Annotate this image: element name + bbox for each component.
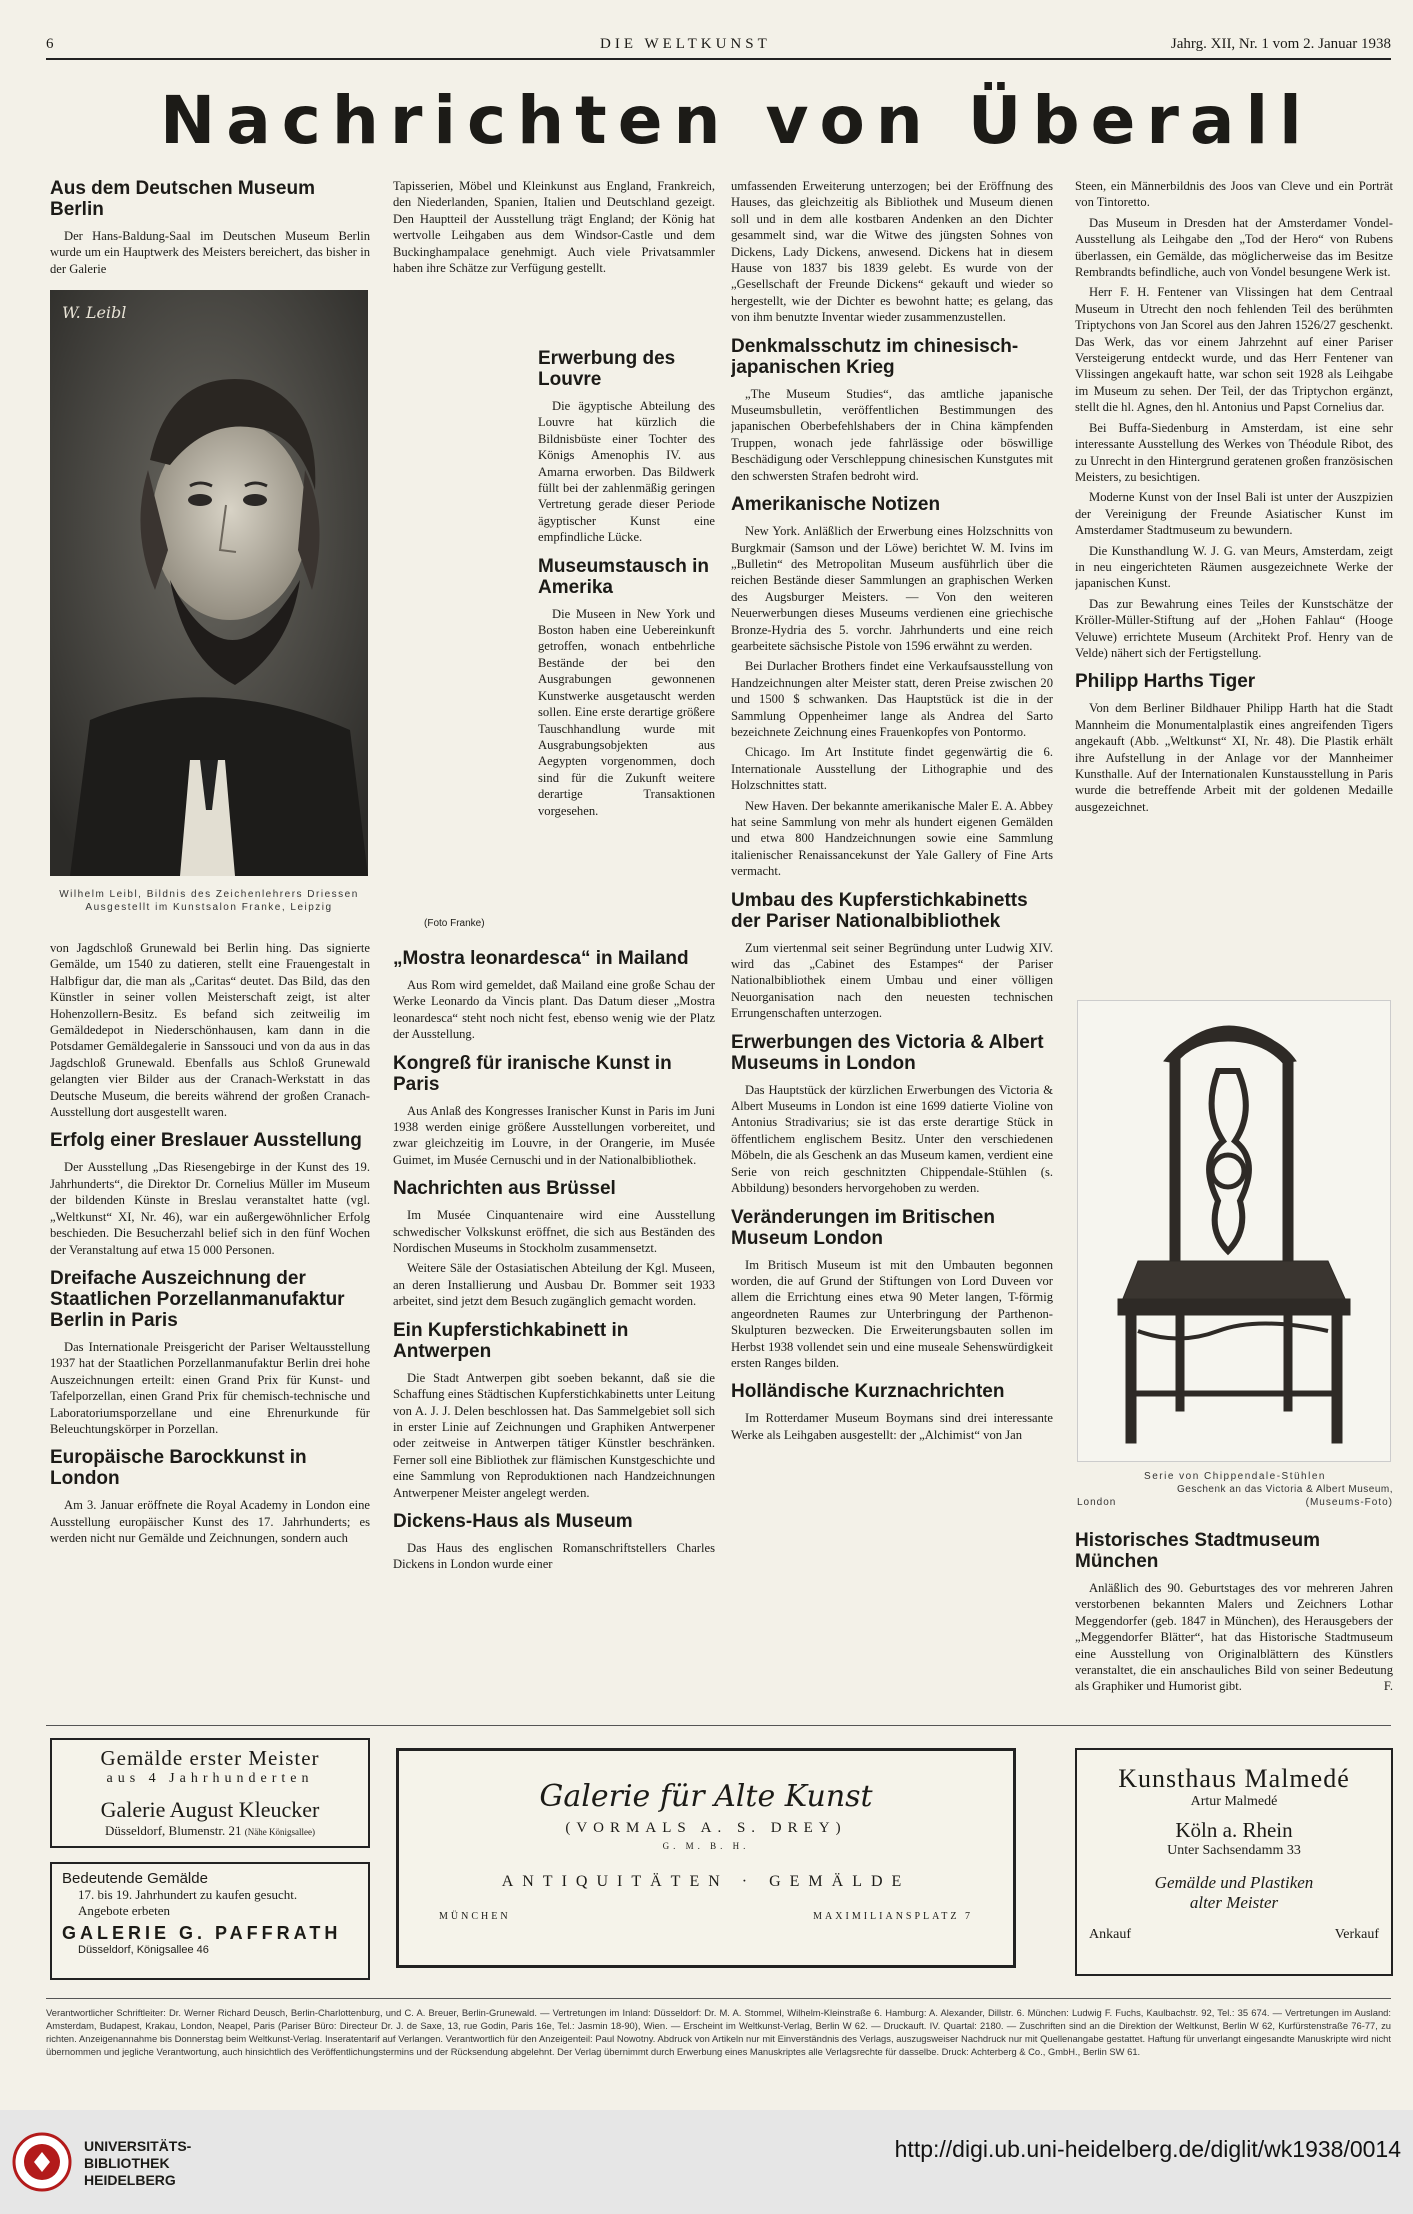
article-text: „The Museum Studies“, das amtliche japanische Museumsbulletin, veröffentlichen Bestimmungen des japanischen Oberbefehlshabers der in China kämpfenden Truppen, wonach jede fahrlässige oder böswillige Beschädigung oder Verschleppung chinesischen Kunstgutes mit den schwersten Strafen bedroht wird. [731,386,1053,483]
article-text: Bei Durlacher Brothers findet eine Verkaufsausstellung von Handzeichnungen alter Meister statt, deren Preise zwischen 20 und 1500 $ schwanken. Das Hauptstück ist die in der Sammlung Oppenheimer lange als Andrea del Sarto bezeichnete Zeichnung eines Frauenkopfes von Pontormo. [731,659,1053,739]
ad-malmede-ankauf: Ankauf [1089,1927,1131,1942]
article-title: Veränderungen im Britischen Museum London [731,1206,995,1249]
permalink-url[interactable]: http://digi.ub.uni-heidelberg.de/diglit/wk1938/0014 [894,2136,1401,2162]
article-text: Weitere Säle der Ostasiatischen Abteilung der Kgl. Museen, an deren Installierung und Ausbau Dr. Bommer seit 1933 arbeitet, sind jetzt dem Besuch zugänglich gemacht worden. [393,1261,715,1309]
column-4-top [1075,178,1393,990]
chair-caption-line2: Geschenk an das Victoria & Albert Museum, [1177,1484,1393,1495]
library-bar [0,2110,1413,2214]
article-text: Aus Anlaß des Kongresses Iranischer Kunst in Paris im Juni 1938 werden einige größere Ausstellungen vorbereitet, und zwar gleichzeitig im Louvre, in der Orangerie, im Musée Guimet, im Musée Cernuschi und in der Nationalbibliothek. [393,1103,715,1167]
ad-kleucker [50,1738,370,1848]
library-logo-line1: UNIVERSITÄTS- [84,2138,192,2154]
footer-rule [46,1998,1391,1999]
leibl-portrait-image [50,290,368,876]
ad-kleucker-address [52,1823,368,1839]
article-title: Philipp Harths Tiger [1075,671,1256,693]
ad-kleucker-title: Gemälde erster Meister [100,1746,320,1770]
ad-kleucker-note: (Nähe Königsallee) [244,1827,315,1837]
chippendale-chair-figure [1077,1000,1391,1462]
column-1-bottom [50,940,370,1710]
article-text: von Jagdschloß Grunewald bei Berlin hing. Das signierte Gemälde, um 1540 zu datieren, stellt eine Frauengestalt in Halbfigur dar, die man als „Caritas“ deutet. Das Bild, das den Künstler in seiner vollen Meisterschaft zeigt, ist alter Hohenzollern-Besitz. Es befand sich zeitweilig im Gemäldedepot in Niederschönhausen, kam dann in die Potsdamer Gemäldegalerie in Sanssouci und von da aus in das Jagdschloß Grunewald. Ebenfalls aus Schloß Grunewald gelangten vier Bilder aus der Cranach-Werkstatt in das Deutsche Museum, die bereits während der großen Cranach-Ausstellung dort ausgestellt waren. [50,941,370,1120]
leibl-portrait-figure [50,290,368,876]
ad-malmede-street: Unter Sachsendamm 33 [1167,1843,1301,1858]
article-title: Erwerbungen des Victoria & Albert Museums in London [731,1031,1044,1074]
article-text: Bei Buffa-Siedenburg in Amsterdam, ist eine sehr interessante Ausstellung des Werkes von Théodule Ribot, des zu Unrecht in den Hintergrund geratenen großen französischen Meisters, zu besichtigen. [1075,420,1393,484]
ad-paffrath-name: GALERIE G. PAFFRATH [62,1923,342,1943]
article-text: New York. Anläßlich der Erwerbung eines Holzschnitts von Burgkmair (Samson und der Löwe) berichtet W. M. Ivins im „Bulletin“ des Metropolitan Museum ausführlich über die reichen Bestände dieser Sammlungen an graphischen Werken des Augsburger Meisters. — Von den weiteren Neuerwerbungen dieses Museums verdienen eine griechische Bronze-Hydria des 5. vorchr. Jahrhunderts und eine reich gearbeitete sächsische Pistole von 1596 erwähnt zu werden. [731,524,1053,653]
column-4-bottom [1075,1530,1393,1730]
column-2-narrow [538,338,715,946]
portrait-credit: (Foto Franke) [424,918,485,929]
article-title: Europäische Barockkunst in London [50,1447,307,1490]
chair-caption-line3: London [1077,1497,1117,1508]
ad-malmede-line2: alter Meister [1189,1893,1279,1912]
article-title: Aus dem Deutschen Museum Berlin [50,178,315,220]
ad-kleucker-sub: aus 4 Jahrhunderten [106,1771,314,1786]
article-title: Nachrichten aus Brüssel [393,1178,616,1200]
library-logo-text [84,2138,191,2189]
chippendale-chair-image [1078,1001,1390,1461]
university-seal-icon [12,2132,72,2192]
imprint: Verantwortlicher Schriftleiter: Dr. Werner Richard Deusch, Berlin-Charlottenburg, und C. A. Breuer, Berlin-Grunewald. — Vertretungen im Inland: Düsseldorf: Dr. M. A. Stommel, Wilhelm-Kleinstraße 6. Hamburg: A. Alexander, Dillstr. 6. München: Ludwig F. Fuchs, Kaulbachstr. 92, Tel.: 35 674. — Vertretungen im Ausland: Amsterdam, Budapest, Krakau, London, Neapel, Paris (Pariser Büro: Directeur Dr. J. de Saxe, 13, rue Godin, Paris 16e, Tel.: Jasmin 18-90), Wien. — Erscheint im Weltkunst-Verlag, Berlin W 62. — Druckauft. IV. Quartal: 2180. — Zuschriften sind an die Direktion der Weltkunst, Berlin W 62, Kurfürstenstraße 76-77, zu richten. Anzeigenannahme bis Donnerstag beim Weltkunst-Verlag. Inseratentarif auf Verlangen. Verantwortlich für den Anzeigenteil: Paul Nowotny. Abdruck von Artikeln nur mit Einverständnis des Verlags, auszugsweiser Nachdruck nur mit Quellenangabe gestattet. Haftung für unverlangt eingesandte Manuskripte wird nicht übernommen und jegliche Verantwortung, auch hinsichtlich des Veröffentlichungstermins und der Rücksendung abgelehnt. Der Verlag übernimmt durch Erwerbung eines Manuskriptes alle Verlagsrechte für dasselbe. Druck: Achterberg & Co., GmbH., Berlin SW 61. [46,2007,1391,2057]
ad-drey-city: MÜNCHEN [439,1911,511,1922]
article-text: Die ägyptische Abteilung des Louvre hat kürzlich die Bildnisbüste einer Tochter des Königs Amenophis IV. aus Amarna erworben. Das Bildwerk füllt bei der zahlenmäßig geringen Vertretung gerade dieser Periode ägyptischer Kunst eine empfindliche Lücke. [538,399,715,545]
ad-malmede-title: Kunsthaus Malmedé [1118,1764,1350,1793]
library-logo-line2: BIBLIOTHEK [84,2155,170,2171]
article-title: Denkmalsschutz im chinesisch-japanischen Krieg [731,335,1019,378]
article-text-body: Anläßlich des 90. Geburtstages des vor mehreren Jahren verstorbenen bekannten Malers und Zeichners Lothar Meggendorfer (geb. 1847 in München), des Herausgebers der „Meggendorfer Blätter“, hat das Historische Stadtmuseum eine Ausstellung von Originalblättern des Künstlers veranstaltet, die ein anschauliches Bild von seiner Bedeutung als Graphiker und Humorist gibt. [1075,1581,1393,1694]
article-text: Das zur Bewahrung eines Teiles der Kunstschätze der Kröller-Müller-Stiftung auf der „Hohen Fahlau“ (Hooge Veluwe) errichtete Museum (Architekt Prof. Henry van de Velde) nähert sich der Fertigstellung. [1075,596,1393,660]
article-title: Ein Kupferstichkabinett in Antwerpen [393,1319,629,1362]
ad-malmede-line1: Gemälde und Plastiken [1154,1873,1314,1892]
ad-drey-gmbh: G. M. B. H. [662,1841,750,1851]
ad-paffrath-line3: Angebote erbeten [78,1903,171,1918]
article-text: Moderne Kunst von der Insel Bali ist unter der Auszpizien der Vereinigung der Freunde Asiatischer Kunst im Amsterdamer Stadtmuseum zu bewundern. [1075,490,1393,538]
article-signature: F. [1383,1679,1393,1694]
ad-malmede [1075,1748,1393,1976]
article-title: Umbau des Kupferstichkabinetts der Pariser Nationalbibliothek [731,889,1028,932]
portrait-caption [48,888,370,914]
article-text: Im Musée Cinquantenaire wird eine Ausstellung schwedischer Volkskunst eröffnet, die sich aus Beständen des Nordischen Museums in Stockholm zusammensetzt. [393,1208,715,1256]
chair-credit: (Museums-Foto) [1305,1497,1393,1508]
ad-paffrath-address: Düsseldorf, Königsallee 46 [78,1944,209,1956]
article-text: Das Haus des englischen Romanschriftstellers Charles Dickens in London wurde einer [393,1540,715,1572]
article-title: Museumstausch in Amerika [538,555,710,598]
article-text: Die Kunsthandlung W. J. G. van Meurs, Amsterdam, zeigt in neu eingerichteten Räumen ausgezeichnete Werke der japanischen Kunst. [1075,543,1393,591]
article-text: Das Internationale Preisgericht der Pariser Weltausstellung 1937 hat der Staatlichen Porzellanmanufaktur Berlin drei hohe Auszeichnungen erteilt: einen Grand Prix für Kunst- und Tafelporzellan, einen Grand Prix für chemisch-technische und Laboratoriumsporzellane und eine Ehrenurkunde für Beleuchtungskörper in Porzellan. [50,1339,370,1436]
ad-rule [46,1725,1391,1726]
ad-malmede-owner: Artur Malmedé [1190,1794,1278,1809]
portrait-caption-line1: Wilhelm Leibl, Bildnis des Zeichenlehrers Driessen [59,889,359,900]
column-2-top [393,178,715,338]
article-text: Aus Rom wird gemeldet, daß Mailand eine große Schau der Werke Leonardo da Vincis plant. Das Datum dieser „Mostra leonardesca“ steht noch nicht fest, ebenso wenig wie der Platz der Ausstellung. [393,978,715,1042]
ad-galerie-alte-kunst [396,1748,1016,1968]
article-title: Amerikanische Notizen [731,494,941,516]
page-number: 6 [46,36,55,52]
article-text: Im Britisch Museum ist mit den Umbauten begonnen worden, die auf Grund der Stiftungen von Lord Duveen vor allem die Errichtung eines etwa 90 Meter langen, T-förmig angeordneten Raumes zur Unterbringung der Parthenon-Skulpturen bezwecken. Die Erweiterungsbauten sollen im Herbst 1938 vollendet sein und eine museale Sehenswürdigkeit ersten Ranges bilden. [731,1257,1053,1370]
article-text: Die Museen in New York und Boston haben eine Uebereinkunft getroffen, wonach entbehrliche Bestände der bei den Ausgrabungen gewonnenen Kunstwerke ausgetauscht werden sollen. Eine erste derartige größere Tauschhandlung wurde mit Ausgrabungsobjekten aus Aegypten vorgenommen, doch sind für die Zukunft weitere derartige Transaktionen vorgesehen. [538,606,715,818]
ad-malmede-city: Köln a. Rhein [1175,1818,1293,1842]
article-text: Der Hans-Baldung-Saal im Deutschen Museum Berlin wurde um ein Hauptwerk des Meisters bereichert, das bisher in der Galerie [50,229,370,276]
portrait-caption-line2: Ausgestellt im Kunstsalon Franke, Leipzig [85,902,333,913]
article-text: Chicago. Im Art Institute findet gegenwärtig die 6. Internationale Ausstellung der Lithographie und des Holzschnittes statt. [731,745,1053,793]
article-title: Historisches Stadtmuseum München [1075,1530,1320,1572]
ad-paffrath [50,1862,370,1980]
column-2-bottom [393,948,715,1710]
article-text: Am 3. Januar eröffnete die Royal Academy in London eine Ausstellung europäischer Kunst des 17. Jahrhunderts; es werden nicht nur Gemälde und Zeichnungen, sondern auch [50,1498,370,1546]
ad-drey-title: Galerie für Alte Kunst [539,1779,873,1814]
ad-paffrath-line1: Bedeutende Gemälde [62,1870,208,1887]
article-title: Dreifache Auszeichnung der Staatlichen Porzellanmanufaktur Berlin in Paris [50,1267,345,1331]
ad-drey-line: ANTIQUITÄTEN · GEMÄLDE [501,1873,911,1890]
column-3 [731,178,1053,1710]
article-title: Erfolg einer Breslauer Ausstellung [50,1130,362,1152]
article-text [1075,1580,1393,1695]
ad-drey-sub: (VORMALS A. S. DREY) [565,1820,847,1836]
article-title: Dickens-Haus als Museum [393,1510,633,1532]
ad-kleucker-street: Düsseldorf, Blumenstr. 21 [105,1823,242,1838]
article-text: New Haven. Der bekannte amerikanische Maler E. A. Abbey hat seine Sammlung von mehr als hundert eigenen Gemälden und etwa 800 Handzeichnungen sowie eine Sammlung italienischer Renaissancekunst der Yale Gallery of Fine Arts vermacht. [731,798,1053,879]
masthead: DIE WELTKUNST [600,36,771,52]
chair-caption [1077,1470,1393,1509]
ad-kleucker-name: Galerie August Kleucker [100,1797,320,1822]
column-1-top [50,178,370,296]
article-text: Herr F. H. Fentener van Vlissingen hat dem Centraal Museum in Utrecht den noch fehlenden Teil des berühmten Triptychons von Jan Scorel aus den Jahren 1526/27 geschenkt. Das Werk, das vor einem Jahrzehnt auf einer Pariser Versteigerung entdeckt wurde, und das Herr Fentener van Vlissingen angekauft hatte, war schon seit 1928 als Leihgabe im Museum zu sehen. Der Teil, der das Triptychon ergänzt, stellt die hl. Agnes, den hl. Antonius und Papst Cornelius dar. [1075,285,1393,415]
article-text: umfassenden Erweiterung unterzogen; bei der Eröffnung des Hauses, das gleichzeitig als Bibliothek und Museum dienen soll und in dem alle kostbaren Andenken an den Dichter gesammelt sind, war die Witwe des jüngsten Sohnes von Dickens, Lady Dickens, anwesend. Dickens hat in diesem Hause von 1837 bis 1839 gelebt. Es wurde von der „Gesellschaft der Freunde Dickens“ gekauft und wieder so hergestellt, wie der Dichter es bewohnt hatte; es gelang, das von ihm benutzte Inventar wieder zusammenzustellen. [731,179,1053,325]
article-text: Zum viertenmal seit seiner Begründung unter Ludwig XIV. wird das „Cabinet des Estampes“ der Pariser Nationalbibliothek einem Umbau und einer völligen Neuorganisation nach den neuesten technischen Errungenschaften unterzogen. [731,940,1053,1021]
article-title: Kongreß für iranische Kunst in Paris [393,1052,672,1095]
article-text: Der Ausstellung „Das Riesengebirge in der Kunst des 19. Jahrhunderts“, die Direktor Dr. Cornelius Müller im Museum der bildenden Künste in Breslau veranstaltet hatte (vgl. „Weltkunst“ XI, Nr. 46), war ein außergewöhnlicher Erfolg beschieden. Die Besucherzahl belief sich in den fünf Wochen der Veranstaltung auf etwa 15 000 Personen. [50,1160,370,1257]
portrait-signature: W. Leibl [62,303,127,322]
library-logo-line3: HEIDELBERG [84,2172,176,2188]
article-title: Holländische Kurznachrichten [731,1381,1005,1403]
article-title: „Mostra leonardesca“ in Mailand [393,948,689,969]
article-text: Die Stadt Antwerpen gibt soeben bekannt, daß sie die Schaffung eines Städtischen Kupferstichkabinetts unter Leitung von A. J. J. Delen beschlossen hat. Das Sammelgebiet soll sich in erster Linie auf Zeichnungen und Graphiken Antwerpener oder zeitweise in Antwerpen tätiger Künstler beschränken. Ferner soll eine Bibliothek zur flämischen Kunstgeschichte und eine Sammlung von Reproduktionen nach Handzeichnungen Antwerpener Meister angelegt werden. [393,1370,715,1500]
ad-malmede-verkauf: Verkauf [1334,1927,1379,1942]
chair-caption-line1: Serie von Chippendale-Stühlen [1144,1471,1326,1482]
issue-date: Jahrg. XII, Nr. 1 vom 2. Januar 1938 [1170,36,1391,52]
article-text: Im Rotterdamer Museum Boymans sind drei interessante Werke als Leihgaben ausgestellt: der „Alchimist“ von Jan [731,1411,1053,1442]
ad-paffrath-line2: 17. bis 19. Jahrhundert zu kaufen gesucht. [78,1887,298,1902]
header-rule [46,58,1391,60]
article-text: Steen, ein Männerbildnis des Joos van Cleve und ein Porträt von Tintoretto. [1075,179,1393,210]
article-title: Erwerbung des Louvre [538,348,676,390]
ad-drey-street: MAXIMILIANSPLATZ 7 [813,1911,973,1922]
page-headline: Nachrichten von Überall [160,82,1313,159]
article-text: Das Museum in Dresden hat der Amsterdamer Vondel-Ausstellung als Leihgabe den „Tod der Hero“ von Rubens überlassen, ein Gemälde, das möglicherweise das im Besitze Rembrandts befindliche, auch von Vondel besungene Werk ist. [1075,215,1393,280]
article-text: Tapisserien, Möbel und Kleinkunst aus England, Frankreich, den Niederlanden, Spanien, Italien und Deutschland gezeigt. Den Hauptteil der Ausstellung trägt England; der König hat wertvolle Leihgaben aus dem Windsor-Castle und dem Buckinghampalace genehmigt. Auch viele Privatsammler haben ihre Schätze zur Verfügung gestellt. [393,179,715,276]
article-text: Von dem Berliner Bildhauer Philipp Harth hat die Stadt Mannheim die Monumentalplastik eines angreifenden Tigers angekauft (Abb. „Weltkunst“ XI, Nr. 48). Die Plastik erhält ihre Aufstellung in der Anlage vor der Mannheimer Kunsthalle. Auf der Internationalen Kunstausstellung in Paris wurde die betreffende Arbeit mit der goldenen Medaille ausgezeichnet. [1075,701,1393,814]
article-text: Das Hauptstück der kürzlichen Erwerbungen des Victoria & Albert Museums in London ist eine 1699 datierte Violine von Antonius Stradivarius; sie ist das erste derartige Stück in öffentlichem englischem Besitz. Unter den verschiedenen Möbeln, die als Geschenk an das Museum kamen, verdient eine Serie von reich geschnitzten Chippendale-Stühlen (s. Abbildung) besonders hervorgehoben zu werden. [731,1082,1053,1196]
